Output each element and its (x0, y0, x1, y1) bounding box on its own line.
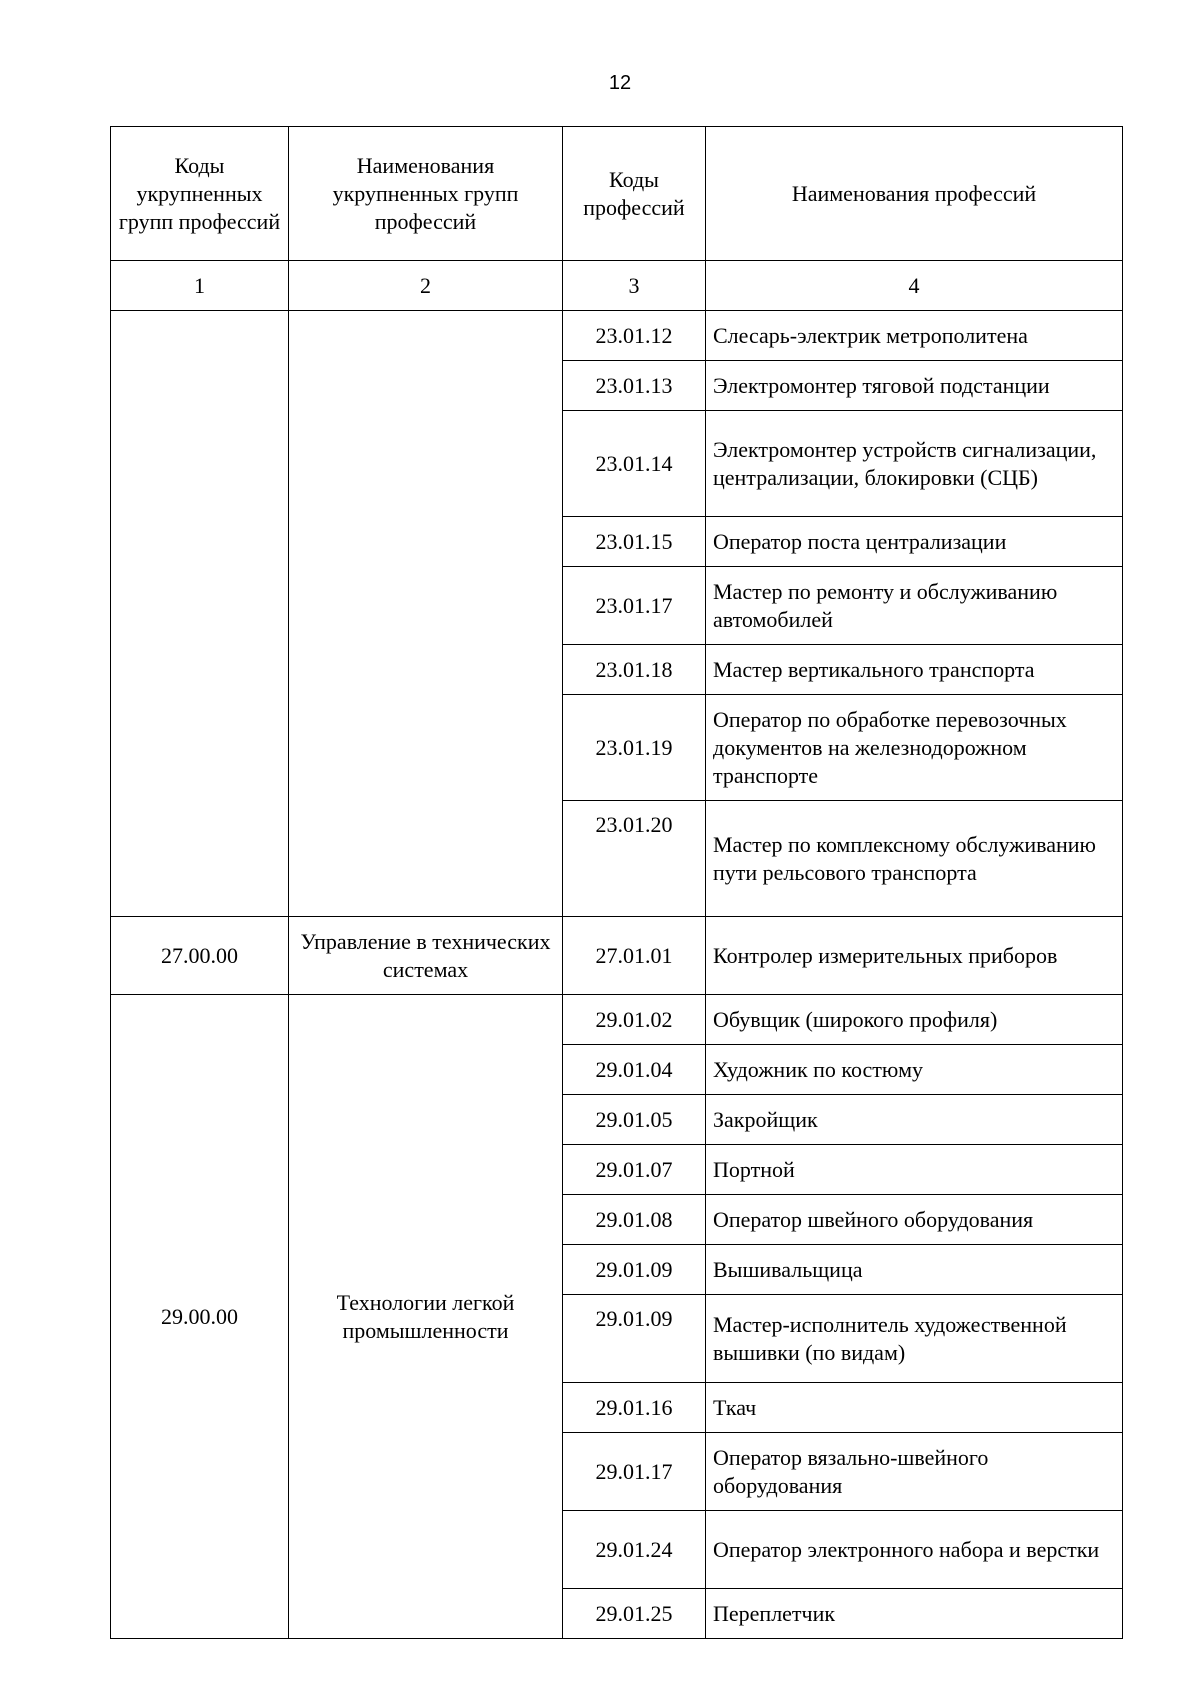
profession-name: Художник по костюму (706, 1045, 1123, 1095)
profession-code: 23.01.13 (563, 361, 706, 411)
profession-name: Оператор электронного набора и верстки (706, 1511, 1123, 1589)
column-number: 1 (111, 261, 289, 311)
column-numbers-row (111, 261, 1123, 311)
header-profession-codes: Коды профессий (563, 127, 706, 261)
profession-code: 29.01.09 (563, 1245, 706, 1295)
profession-name: Мастер вертикального транспорта (706, 645, 1123, 695)
table-row (111, 311, 1123, 361)
table-header-row (111, 127, 1123, 261)
profession-name: Мастер-исполнитель художественной вышивки (по видам) (706, 1295, 1123, 1383)
profession-code: 29.01.25 (563, 1589, 706, 1639)
profession-code: 29.01.02 (563, 995, 706, 1045)
profession-name: Оператор вязально-швейного оборудования (706, 1433, 1123, 1511)
profession-code: 23.01.12 (563, 311, 706, 361)
profession-name: Закройщик (706, 1095, 1123, 1145)
profession-code: 23.01.18 (563, 645, 706, 695)
profession-code: 29.01.08 (563, 1195, 706, 1245)
profession-name: Обувщик (широкого профиля) (706, 995, 1123, 1045)
profession-code: 23.01.14 (563, 411, 706, 517)
profession-name: Оператор швейного оборудования (706, 1195, 1123, 1245)
page-number: 12 (608, 72, 632, 94)
profession-code: 23.01.19 (563, 695, 706, 801)
column-number: 3 (563, 261, 706, 311)
group-name-cell: Управление в технических системах (289, 917, 563, 995)
profession-code: 29.01.24 (563, 1511, 706, 1589)
profession-name: Оператор по обработке перевозочных документов на железнодорожном транспорте (706, 695, 1123, 801)
profession-code: 29.01.17 (563, 1433, 706, 1511)
group-code-cell (111, 311, 289, 917)
table-row (111, 917, 1123, 995)
profession-name: Оператор поста централизации (706, 517, 1123, 567)
professions-table (110, 126, 1123, 1639)
profession-code: 27.01.01 (563, 917, 706, 995)
profession-name: Переплетчик (706, 1589, 1123, 1639)
header-group-names: Наименования укрупненных групп профессий (289, 127, 563, 261)
profession-code: 23.01.15 (563, 517, 706, 567)
profession-name: Мастер по комплексному обслуживанию пути рельсового транспорта (706, 801, 1123, 917)
group-name-cell: Технологии легкой промышленности (289, 995, 563, 1639)
profession-name: Мастер по ремонту и обслуживанию автомобилей (706, 567, 1123, 645)
profession-code: 29.01.07 (563, 1145, 706, 1195)
profession-name: Портной (706, 1145, 1123, 1195)
group-code-cell: 27.00.00 (111, 917, 289, 995)
profession-code: 29.01.04 (563, 1045, 706, 1095)
table-row (111, 995, 1123, 1045)
header-profession-names: Наименования профессий (706, 127, 1123, 261)
profession-code: 29.01.05 (563, 1095, 706, 1145)
column-number: 4 (706, 261, 1123, 311)
profession-name: Контролер измерительных приборов (706, 917, 1123, 995)
profession-name: Слесарь-электрик метрополитена (706, 311, 1123, 361)
header-group-codes: Коды укрупненных групп профессий (111, 127, 289, 261)
column-number: 2 (289, 261, 563, 311)
profession-code: 29.01.09 (563, 1295, 706, 1383)
profession-name: Вышивальщица (706, 1245, 1123, 1295)
profession-code: 29.01.16 (563, 1383, 706, 1433)
profession-name: Электромонтер устройств сигнализации, централизации, блокировки (СЦБ) (706, 411, 1123, 517)
profession-name: Электромонтер тяговой подстанции (706, 361, 1123, 411)
profession-code: 23.01.17 (563, 567, 706, 645)
group-code-cell: 29.00.00 (111, 995, 289, 1639)
profession-code: 23.01.20 (563, 801, 706, 917)
group-name-cell (289, 311, 563, 917)
profession-name: Ткач (706, 1383, 1123, 1433)
